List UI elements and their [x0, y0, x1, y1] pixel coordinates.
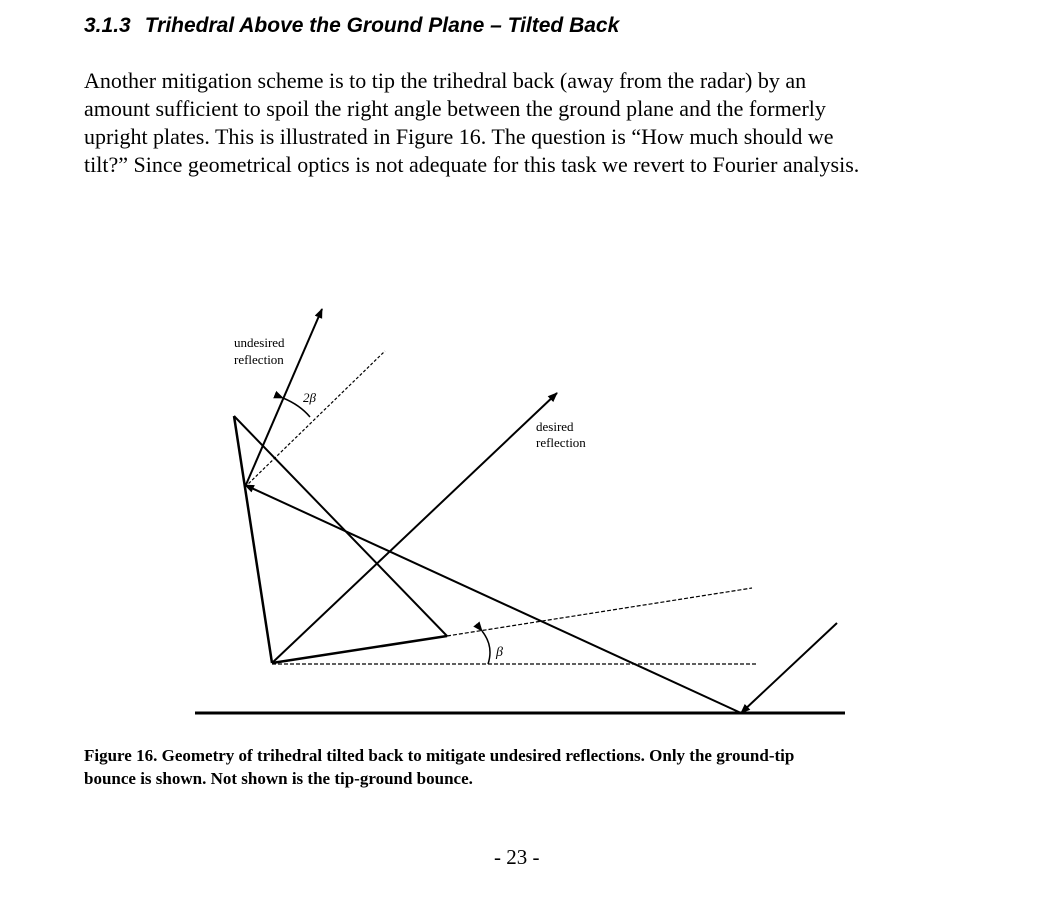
angle-beta-label: β — [496, 645, 503, 660]
incident-ray — [741, 623, 837, 713]
bottom-plate-extension-dashed — [447, 588, 752, 636]
undesired-label-line2: reflection — [234, 352, 284, 367]
angle-beta-arc — [482, 631, 490, 664]
angle-2beta-label: 2β — [303, 390, 316, 405]
ground-to-plate-ray — [245, 485, 741, 713]
caption-line: bounce is shown. Not shown is the tip-ground bounce. — [84, 769, 473, 788]
paragraph-line: upright plates. This is illustrated in Figure 16. The question is “How much should we — [84, 124, 834, 149]
figure-caption — [84, 744, 964, 790]
page-number: - 23 - — [494, 845, 540, 869]
paragraph-line: amount sufficient to spoil the right angle between the ground plane and the formerly — [84, 96, 826, 121]
undesired-label-line1: undesired — [234, 335, 285, 350]
trihedral-bottom-plate — [272, 636, 447, 663]
back-normal-dashed — [245, 351, 385, 487]
paragraph-line: Another mitigation scheme is to tip the trihedral back (away from the radar) by an — [84, 68, 807, 93]
trihedral-back-plate — [234, 416, 272, 663]
desired-label-line1: desired — [536, 419, 574, 434]
paragraph-line: tilt?” Since geometrical optics is not adequate for this task we revert to Fourier analysis. — [84, 152, 860, 177]
desired-label-line2: reflection — [536, 435, 586, 450]
caption-line: Figure 16. Geometry of trihedral tilted back to mitigate undesired reflections. Only the ground-tip — [84, 746, 795, 765]
section-title: Trihedral Above the Ground Plane – Tilted Back — [144, 14, 620, 37]
trihedral-side-edge — [234, 416, 447, 636]
desired-reflection-ray — [272, 393, 557, 663]
section-number: 3.1.3 — [84, 14, 131, 37]
